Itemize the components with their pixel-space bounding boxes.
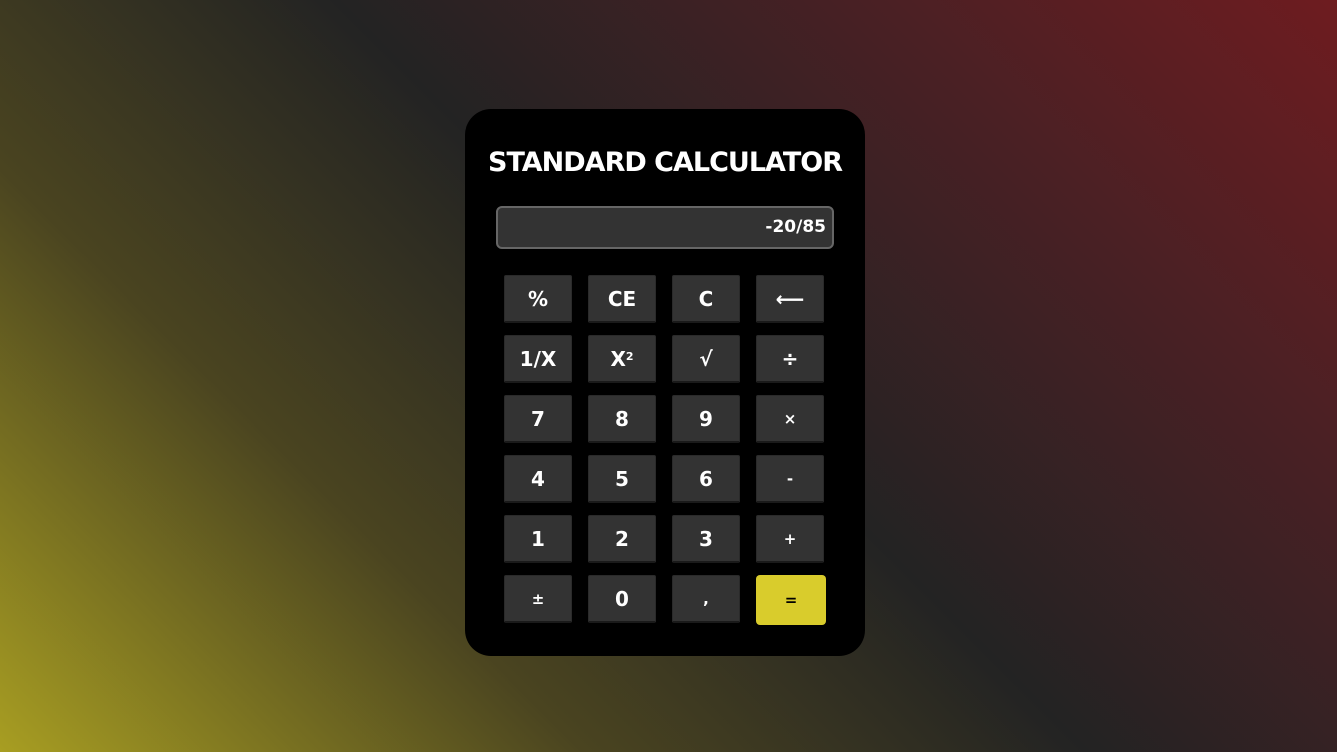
square-root-button[interactable]: √ [672,335,740,383]
subtract-button[interactable]: - [756,455,824,503]
digit-1-button[interactable]: 1 [504,515,572,563]
result-display: -20/85 [496,206,834,249]
clear-entry-button[interactable]: CE [588,275,656,323]
square-button[interactable] [588,335,656,383]
digit-3-button[interactable]: 3 [672,515,740,563]
add-button[interactable]: + [756,515,824,563]
reciprocal-button[interactable]: 1/X [504,335,572,383]
percent-button[interactable]: % [504,275,572,323]
digit-6-button[interactable]: 6 [672,455,740,503]
equals-button[interactable]: = [756,575,826,625]
page-title: STANDARD CALCULATOR [488,147,842,178]
calculator-panel [465,109,865,656]
digit-7-button[interactable]: 7 [504,395,572,443]
digit-5-button[interactable]: 5 [588,455,656,503]
divide-button[interactable]: ÷ [756,335,824,383]
square-button-exponent: 2 [625,350,634,363]
clear-button[interactable]: C [672,275,740,323]
digit-0-button[interactable]: 0 [588,575,656,623]
multiply-button[interactable]: × [756,395,824,443]
digit-8-button[interactable]: 8 [588,395,656,443]
backspace-button[interactable]: ⟵ [756,275,824,323]
digit-2-button[interactable]: 2 [588,515,656,563]
digit-4-button[interactable]: 4 [504,455,572,503]
decimal-comma-button[interactable]: , [672,575,740,623]
digit-9-button[interactable]: 9 [672,395,740,443]
plus-minus-button[interactable]: ± [504,575,572,623]
square-button-base: X [610,346,626,371]
